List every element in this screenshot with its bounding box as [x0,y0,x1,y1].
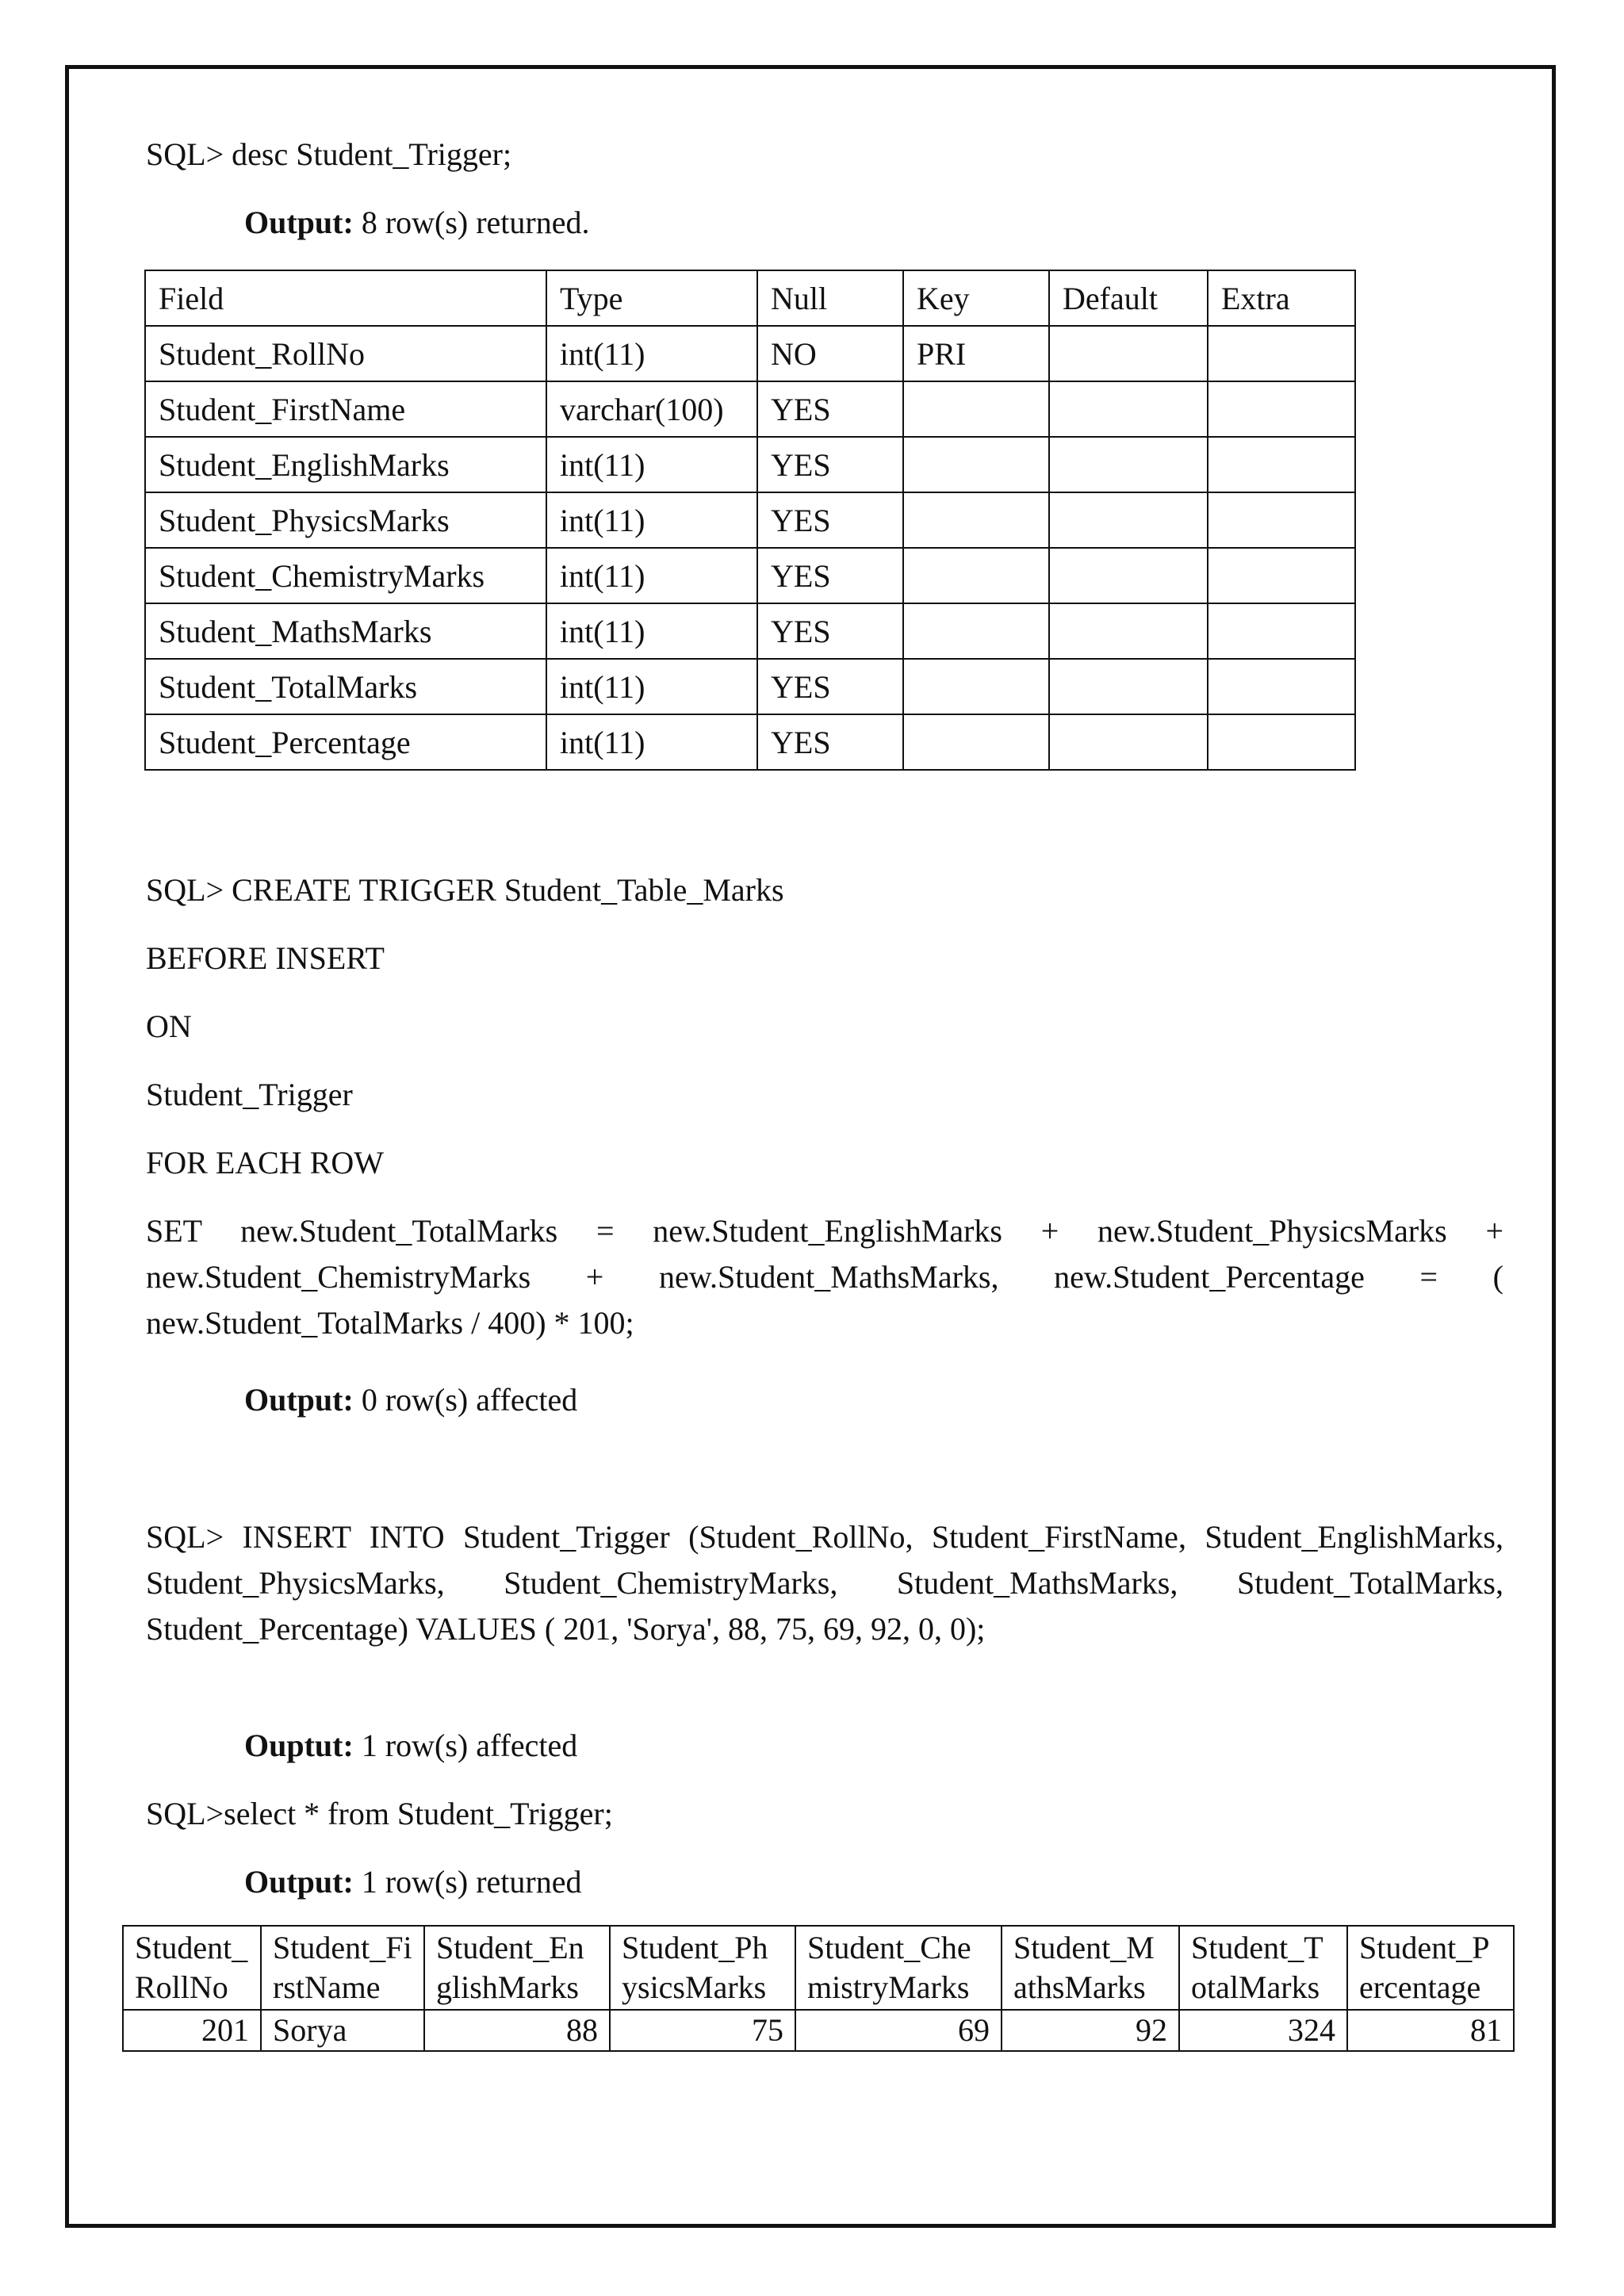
table-cell [1049,603,1208,659]
table-row [145,381,1355,437]
table-cell: int(11) [546,714,757,770]
output-text: 8 row(s) returned. [353,205,590,240]
table-row [145,548,1355,603]
table-cell [903,548,1049,603]
table-cell: YES [757,437,903,492]
table-cell: int(11) [546,492,757,548]
table-cell: int(11) [546,548,757,603]
select-output [244,1859,582,1905]
table-cell [1208,492,1355,548]
header-cell: Student_Percentage [1347,1926,1514,2010]
table-row [123,2010,1514,2051]
table-cell: int(11) [546,437,757,492]
trigger-line: FOR EACH ROW [146,1145,385,1181]
table-cell: YES [757,492,903,548]
table-cell: 81 [1347,2010,1514,2051]
output-text: 0 row(s) affected [353,1382,578,1418]
table-row [145,659,1355,714]
header-cell: Student_RollNo [123,1926,261,2010]
table-cell [903,437,1049,492]
table-cell: NO [757,326,903,381]
header-cell: Null [757,270,903,326]
desc-output [244,200,590,246]
table-cell [1049,492,1208,548]
table-cell: int(11) [546,603,757,659]
output-label: Output: [244,1864,354,1900]
result-table [122,1925,1515,2052]
header-cell: Extra [1208,270,1355,326]
table-cell [903,492,1049,548]
table-cell: 69 [795,2010,1002,2051]
table-cell: 201 [123,2010,261,2051]
desc-table [144,270,1356,771]
table-cell [1049,714,1208,770]
table-cell [1208,326,1355,381]
table-cell: YES [757,714,903,770]
desc-table-header-row [145,270,1355,326]
table-cell: Student_PhysicsMarks [145,492,546,548]
table-cell [1049,381,1208,437]
table-cell: Student_ChemistryMarks [145,548,546,603]
table-cell [1049,659,1208,714]
table-cell: Student_EnglishMarks [145,437,546,492]
header-cell: Student_TotalMarks [1179,1926,1347,2010]
table-cell: 324 [1179,2010,1347,2051]
header-cell: Key [903,270,1049,326]
output-label: Output: [244,205,354,240]
table-row [145,603,1355,659]
insert-output [244,1723,577,1769]
table-cell [1208,603,1355,659]
trigger-output [244,1377,577,1423]
table-cell: YES [757,381,903,437]
header-cell: Student_FirstName [261,1926,424,2010]
table-cell: int(11) [546,326,757,381]
table-cell: PRI [903,326,1049,381]
table-cell: Student_FirstName [145,381,546,437]
select-command: SQL>select * from Student_Trigger; [146,1796,613,1831]
table-cell: YES [757,659,903,714]
table-row [145,492,1355,548]
table-cell: YES [757,548,903,603]
table-cell: 88 [424,2010,610,2051]
table-cell: Sorya [261,2010,424,2051]
header-cell: Student_MathsMarks [1002,1926,1179,2010]
header-cell: Student_EnglishMarks [424,1926,610,2010]
trigger-line: Student_Trigger [146,1077,353,1112]
table-cell [1208,437,1355,492]
table-cell: YES [757,603,903,659]
result-table-header-row [123,1926,1514,2010]
trigger-line: ON [146,1008,192,1044]
header-cell: Student_ChemistryMarks [795,1926,1002,2010]
header-cell: Type [546,270,757,326]
table-cell [1049,548,1208,603]
table-cell: Student_RollNo [145,326,546,381]
output-label: Output: [244,1382,354,1418]
table-cell: Student_MathsMarks [145,603,546,659]
table-cell: int(11) [546,659,757,714]
table-cell [903,603,1049,659]
trigger-set-statement: SET new.Student_TotalMarks = new.Student_EnglishMarks + new.Student_PhysicsMarks + new.Student_ChemistryMarks + new.Student_MathsMarks, new.Student_Percentage = ( new.Student_TotalMarks / 400) * 100; [146,1213,1503,1341]
table-row [145,326,1355,381]
table-cell: 75 [610,2010,795,2051]
output-text: 1 row(s) returned [353,1864,582,1900]
output-text: 1 row(s) affected [353,1728,578,1763]
table-cell [1049,326,1208,381]
table-cell: Student_TotalMarks [145,659,546,714]
header-cell: Student_PhysicsMarks [610,1926,795,2010]
table-cell [1208,381,1355,437]
table-cell: varchar(100) [546,381,757,437]
table-cell: Student_Percentage [145,714,546,770]
trigger-line: SQL> CREATE TRIGGER Student_Table_Marks [146,872,784,908]
table-cell [1208,548,1355,603]
desc-command: SQL> desc Student_Trigger; [146,136,512,172]
trigger-line: BEFORE INSERT [146,940,385,976]
header-cell: Default [1049,270,1208,326]
header-cell: Field [145,270,546,326]
table-cell [1049,437,1208,492]
insert-statement: SQL> INSERT INTO Student_Trigger (Student_RollNo, Student_FirstName, Student_EnglishMarks, Student_PhysicsMarks, Student_ChemistryMarks, Student_MathsMarks, Student_TotalMarks, Student_Percentage) VALUES ( 201, 'Sorya', 88, 75, 69, 92, 0, 0); [146,1519,1503,1647]
table-cell: 92 [1002,2010,1179,2051]
table-cell [1208,714,1355,770]
table-cell [903,714,1049,770]
table-row [145,714,1355,770]
table-row [145,437,1355,492]
output-label: Ouptut: [244,1728,354,1763]
table-cell [903,659,1049,714]
table-cell [903,381,1049,437]
table-cell [1208,659,1355,714]
